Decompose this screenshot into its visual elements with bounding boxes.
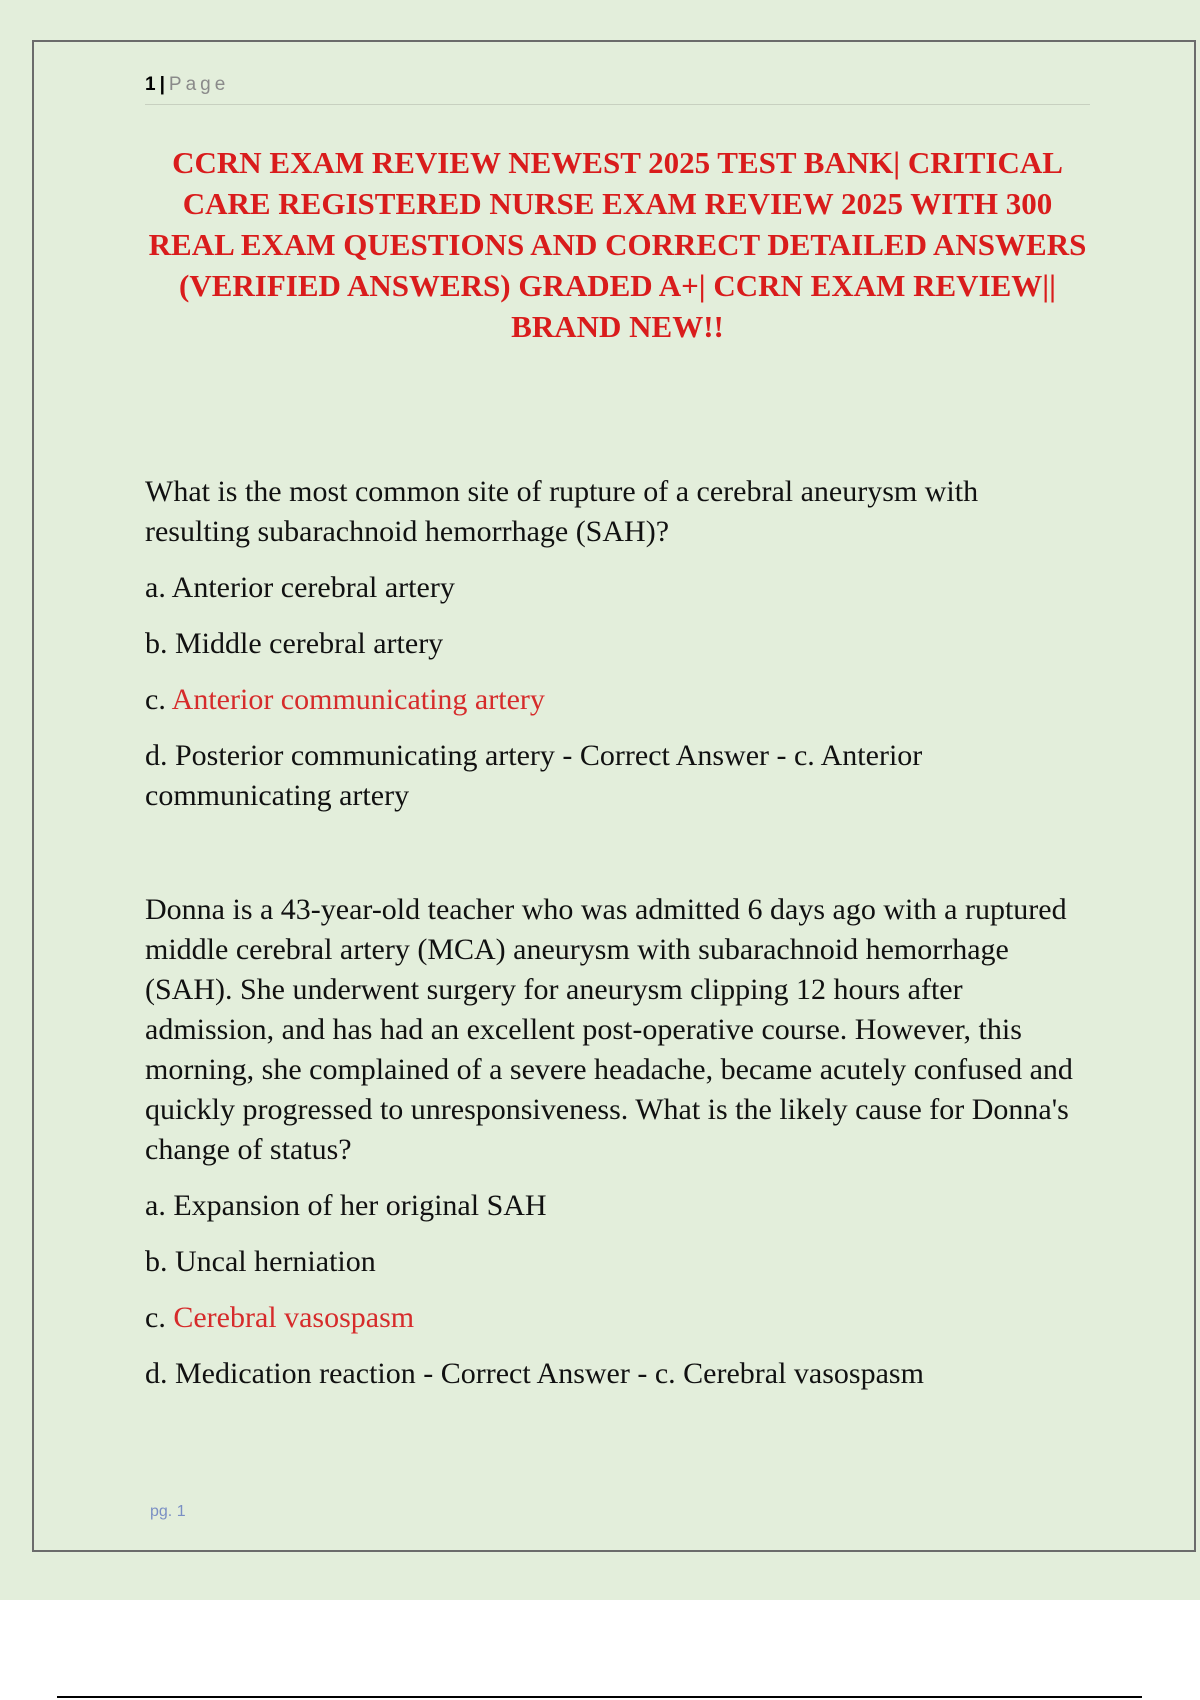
option-c [145, 1298, 1080, 1338]
header-separator: | [159, 74, 165, 95]
question-stem: What is the most common site of rupture of a cerebral aneurysm with resulting subarachnoid hemorrhage (SAH)? [145, 475, 979, 548]
page-header [145, 74, 1090, 105]
option-d-with-answer: d. Posterior communicating artery - Correct Answer - c. Anterior communicating artery [145, 739, 923, 812]
option-a: a. Anterior cerebral artery [145, 571, 455, 604]
correct-option-text: Anterior communicating artery [171, 683, 545, 716]
option-b: b. Uncal herniation [145, 1245, 376, 1278]
document-title: CCRN EXAM REVIEW NEWEST 2025 TEST BANK| CRITICAL CARE REGISTERED NURSE EXAM REVIEW 2025 WITH 300 REAL EXAM QUESTIONS AND CORRECT DETAILED ANSWERS (VERIFIED ANSWERS) GRADED A+| CCRN EXAM REVIEW|| BRAND NEW!! [148, 145, 1087, 344]
question-2 [145, 890, 1080, 1394]
question-stem: Donna is a 43-year-old teacher who was admitted 6 days ago with a ruptured middle cerebral artery (MCA) aneurysm with subarachnoid hemorrhage (SAH). She underwent surgery for aneurysm clipping 12 hours after admission, and has had an excellent post-operative course. However, this morning, she complained of a severe headache, became acutely confused and quickly progressed to unresponsiveness. What is the likely cause for Donna's change of status? [145, 893, 1073, 1166]
header-page-number: 1 [145, 74, 156, 95]
option-d-with-answer: d. Medication reaction - Correct Answer - c. Cerebral vasospasm [145, 1357, 924, 1390]
option-b: b. Middle cerebral artery [145, 627, 444, 660]
page-footer: pg. 1 [150, 1503, 186, 1520]
option-a: a. Expansion of her original SAH [145, 1189, 547, 1222]
option-c-prefix: c. [145, 1301, 174, 1334]
header-page-word: Page [168, 74, 230, 95]
correct-option-text: Cerebral vasospasm [173, 1301, 415, 1334]
bottom-divider [57, 1696, 1142, 1698]
option-c-prefix: c. [145, 683, 172, 716]
question-1 [145, 472, 1080, 816]
option-c [145, 680, 1080, 720]
